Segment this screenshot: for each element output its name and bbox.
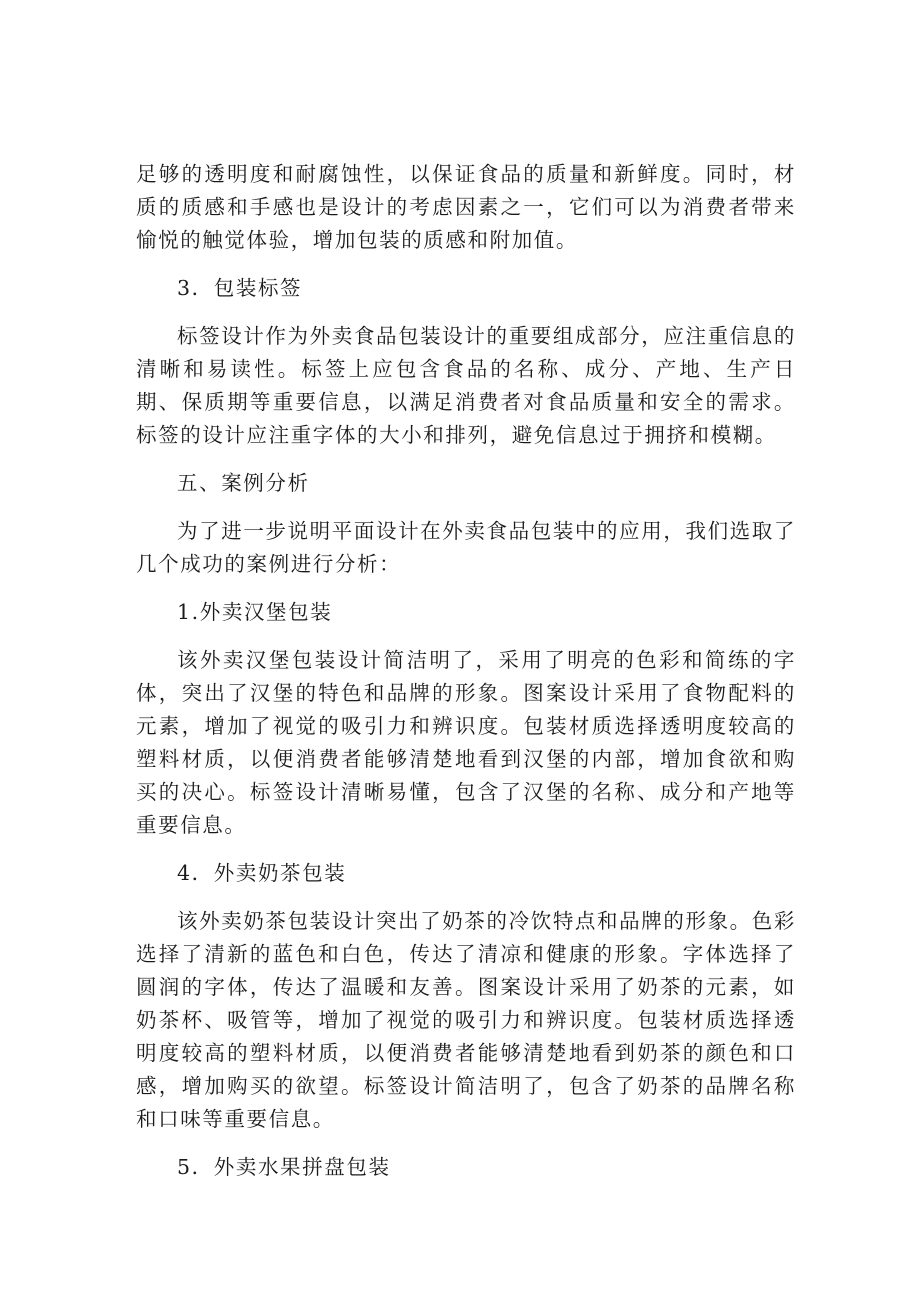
heading-case-analysis: 五、案例分析	[177, 471, 310, 495]
heading-packaging-label: 3．包装标签	[177, 276, 303, 300]
paragraph-case-intro: 为了进一步说明平面设计在外卖食品包装中的应用，我们选取了几个成功的案例进行分析：	[136, 519, 796, 576]
paragraph-milk-tea-packaging: 该外卖奶茶包装设计突出了奶茶的冷饮特点和品牌的形象。色彩选择了清新的蓝色和白色，传达了清凉和健康的形象。字体选择了圆润的字体，传达了温暖和友善。图案设计采用了奶茶的元素，如奶茶杯、吸管等，增加了视觉的吸引力和辨识度。包装材质选择透明度较高的塑料材质，以便消费者能够清楚地看到奶茶的颜色和口感，增加购买的欲望。标签设计简洁明了，包含了奶茶的品牌名称和口味等重要信息。	[136, 909, 796, 1131]
document-body	[136, 158, 796, 1199]
paragraph-material-continuation: 足够的透明度和耐腐蚀性，以保证食品的质量和新鲜度。同时，材质的质感和手感也是设计的考虑因素之一，它们可以为消费者带来愉悦的触觉体验，增加包装的质感和附加值。	[136, 162, 796, 252]
paragraph-burger-packaging: 该外卖汉堡包装设计简洁明了，采用了明亮的色彩和简练的字体，突出了汉堡的特色和品牌的形象。图案设计采用了食物配料的元素，增加了视觉的吸引力和辨识度。包装材质选择透明度较高的塑料材质，以便消费者能够清楚地看到汉堡的内部，增加食欲和购买的决心。标签设计清晰易懂，包含了汉堡的名称、成分和产地等重要信息。	[136, 648, 796, 837]
heading-milk-tea-packaging: 4．外卖奶茶包装	[177, 861, 347, 885]
heading-burger-packaging: 1.外卖汉堡包装	[177, 600, 333, 624]
paragraph-label-design: 标签设计作为外卖食品包装设计的重要组成部分，应注重信息的清晰和易读性。标签上应包含食品的名称、成分、产地、生产日期、保质期等重要信息，以满足消费者对食品质量和安全的需求。标签的设计应注重字体的大小和排列，避免信息过于拥挤和模糊。	[136, 324, 796, 447]
heading-fruit-platter-packaging: 5．外卖水果拼盘包装	[177, 1155, 391, 1179]
